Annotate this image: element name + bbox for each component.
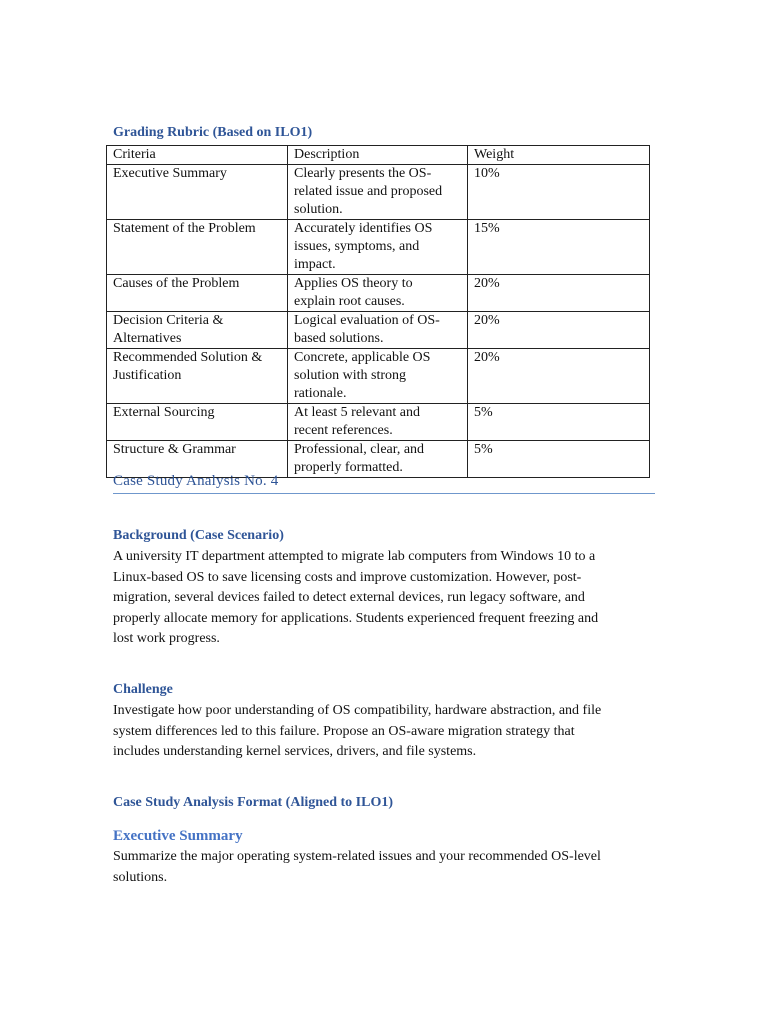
- table-row: [107, 349, 650, 404]
- paragraph-line: Investigate how poor understanding of OS compatibility, hardware abstraction, and file: [113, 703, 602, 718]
- criteria-cell: [107, 275, 288, 312]
- grading-rubric-table: [106, 145, 650, 478]
- title-divider: [113, 493, 655, 494]
- header-weight: Weight: [468, 146, 650, 165]
- table-row: [107, 404, 650, 441]
- paragraph-line: lost work progress.: [113, 631, 220, 646]
- paragraph-line: A university IT department attempted to migrate lab computers from Windows 10 to a: [113, 549, 596, 564]
- weight-cell: 20%: [468, 312, 650, 349]
- criteria-cell: [107, 349, 288, 404]
- header-description: Description: [288, 146, 468, 165]
- table-row: [107, 275, 650, 312]
- weight-cell: 20%: [468, 275, 650, 312]
- description-cell-line: solution.: [294, 202, 343, 217]
- weight-cell: 5%: [468, 404, 650, 441]
- description-cell: [288, 441, 468, 478]
- paragraph-line: system differences led to this failure. Propose an OS-aware migration strategy that: [113, 723, 575, 739]
- executive-summary-paragraph: [113, 847, 643, 888]
- description-cell-line: based solutions.: [294, 331, 384, 346]
- description-cell: [288, 349, 468, 404]
- paragraph-line: properly allocate memory for applications. Students experienced frequent freezing and: [113, 610, 599, 626]
- criteria-cell-line: Causes of the Problem: [113, 276, 240, 291]
- description-cell: [288, 220, 468, 275]
- executive-summary-heading: Executive Summary: [113, 828, 243, 844]
- description-cell-line: At least 5 relevant and: [294, 405, 420, 420]
- table-row: [107, 220, 650, 275]
- paragraph-line: migration, several devices failed to detect external devices, run legacy software, and: [113, 590, 585, 605]
- weight-cell: 10%: [468, 165, 650, 220]
- description-cell-line: properly formatted.: [294, 460, 403, 475]
- challenge-paragraph: [113, 701, 643, 763]
- description-cell-line: Concrete, applicable OS: [294, 350, 431, 365]
- table-row: [107, 165, 650, 220]
- description-cell-line: Applies OS theory to: [294, 276, 413, 291]
- criteria-cell-line: Executive Summary: [113, 166, 227, 181]
- criteria-cell: [107, 165, 288, 220]
- weight-cell: 15%: [468, 220, 650, 275]
- criteria-cell-line: Alternatives: [113, 331, 182, 346]
- description-cell-line: explain root causes.: [294, 294, 405, 309]
- background-paragraph: [113, 547, 643, 650]
- description-cell-line: related issue and proposed: [294, 184, 443, 199]
- rubric-heading: Grading Rubric (Based on ILO1): [113, 125, 313, 140]
- weight-cell: 20%: [468, 349, 650, 404]
- paragraph-line: Linux-based OS to save licensing costs and improve customization. However, post-: [113, 569, 582, 585]
- criteria-cell: [107, 312, 288, 349]
- description-cell-line: recent references.: [294, 423, 393, 438]
- criteria-cell-line: External Sourcing: [113, 405, 215, 420]
- description-cell-line: issues, symptoms, and: [294, 239, 420, 254]
- table-header-row: [107, 146, 650, 165]
- paragraph-line: solutions.: [113, 869, 168, 885]
- description-cell-line: Professional, clear, and: [294, 442, 425, 457]
- criteria-cell-line: Recommended Solution &: [113, 350, 263, 365]
- case-study-title: Case Study Analysis No. 4: [113, 473, 279, 489]
- description-cell-line: Logical evaluation of OS-: [294, 313, 440, 328]
- paragraph-line: Summarize the major operating system-related issues and your recommended OS-level: [113, 849, 601, 864]
- description-cell: [288, 312, 468, 349]
- background-heading: Background (Case Scenario): [113, 528, 284, 543]
- description-cell-line: Accurately identifies OS: [294, 221, 433, 236]
- criteria-cell: [107, 404, 288, 441]
- criteria-cell-line: Justification: [113, 368, 182, 383]
- description-cell: [288, 404, 468, 441]
- challenge-heading: Challenge: [113, 682, 173, 697]
- description-cell-line: rationale.: [294, 386, 347, 401]
- paragraph-line: includes understanding kernel services, drivers, and file systems.: [113, 744, 477, 759]
- table-row: [107, 312, 650, 349]
- format-heading: Case Study Analysis Format (Aligned to ILO1): [113, 795, 394, 810]
- criteria-cell-line: Statement of the Problem: [113, 221, 256, 236]
- description-cell: [288, 275, 468, 312]
- header-criteria: Criteria: [107, 146, 288, 165]
- description-cell-line: Clearly presents the OS-: [294, 166, 432, 181]
- criteria-cell-line: Structure & Grammar: [113, 442, 236, 457]
- criteria-cell-line: Decision Criteria &: [113, 313, 224, 328]
- description-cell-line: solution with strong: [294, 368, 407, 383]
- criteria-cell: [107, 220, 288, 275]
- description-cell-line: impact.: [294, 257, 336, 272]
- description-cell: [288, 165, 468, 220]
- weight-cell: 5%: [468, 441, 650, 478]
